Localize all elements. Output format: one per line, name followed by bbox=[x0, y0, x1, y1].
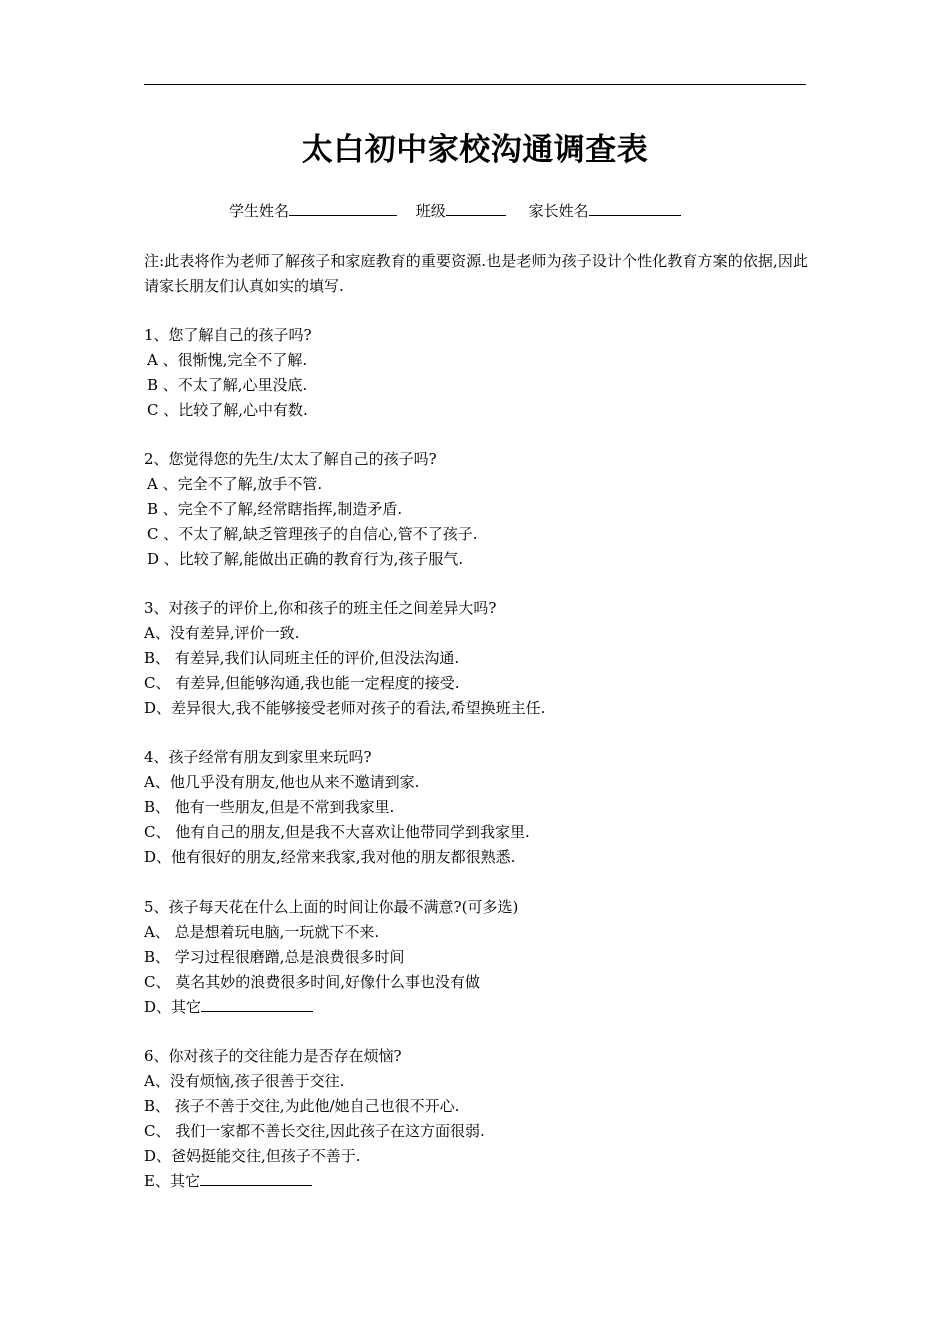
question-text: 3、对孩子的评价上,你和孩子的班主任之间差异大吗? bbox=[144, 599, 497, 617]
option-d-label: D、其它 bbox=[144, 998, 202, 1016]
class-blank[interactable] bbox=[446, 201, 506, 216]
option-b[interactable]: B、 他有一些朋友,但是不常到我家里. bbox=[144, 798, 395, 816]
other-blank[interactable] bbox=[201, 997, 313, 1012]
question-6 bbox=[144, 1044, 806, 1194]
other-blank[interactable] bbox=[200, 1171, 312, 1186]
student-name-label: 学生姓名 bbox=[229, 202, 290, 220]
option-a[interactable]: A 、完全不了解,放手不管. bbox=[147, 475, 323, 493]
info-line bbox=[229, 200, 681, 222]
option-a[interactable]: A、他几乎没有朋友,他也从来不邀请到家. bbox=[144, 773, 420, 791]
question-text: 4、孩子经常有朋友到家里来玩吗? bbox=[144, 748, 372, 766]
class-label: 班级 bbox=[415, 202, 446, 220]
option-c[interactable]: C、 有差异,但能够沟通,我也能一定程度的接受. bbox=[144, 674, 460, 692]
page-title: 太白初中家校沟通调查表 bbox=[301, 132, 649, 168]
header-rule bbox=[144, 84, 806, 85]
question-text: 5、孩子每天花在什么上面的时间让你最不满意?(可多选) bbox=[144, 898, 519, 916]
option-c[interactable]: C、 他有自己的朋友,但是我不大喜欢让他带同学到我家里. bbox=[144, 823, 530, 841]
question-text: 1、您了解自己的孩子吗? bbox=[144, 326, 312, 344]
question-text: 2、您觉得您的先生/太太了解自己的孩子吗? bbox=[144, 450, 437, 468]
question-5 bbox=[144, 895, 806, 1020]
option-d[interactable]: D、他有很好的朋友,经常来我家,我对他的朋友都很熟悉. bbox=[144, 848, 516, 866]
option-a[interactable]: A 、很惭愧,完全不了解. bbox=[147, 351, 308, 369]
option-a[interactable]: A、 总是想着玩电脑,一玩就下不来. bbox=[144, 923, 380, 941]
question-3 bbox=[144, 596, 806, 721]
option-b[interactable]: B 、完全不了解,经常瞎指挥,制造矛盾. bbox=[147, 500, 403, 518]
option-b[interactable]: B、 学习过程很磨蹭,总是浪费很多时间 bbox=[144, 948, 405, 966]
option-a[interactable]: A、没有差异,评价一致. bbox=[144, 624, 300, 642]
question-2 bbox=[144, 447, 806, 572]
option-b[interactable]: B、 有差异,我们认同班主任的评价,但没法沟通. bbox=[144, 649, 460, 667]
question-1 bbox=[144, 323, 806, 423]
option-c[interactable]: C、 莫名其妙的浪费很多时间,好像什么事也没有做 bbox=[144, 973, 481, 991]
option-c[interactable]: C 、不太了解,缺乏管理孩子的自信心,管不了孩子. bbox=[147, 525, 478, 543]
option-e-label: E、其它 bbox=[144, 1172, 200, 1190]
option-d[interactable]: D 、比较了解,能做出正确的教育行为,孩子服气. bbox=[147, 550, 464, 568]
question-text: 6、你对孩子的交往能力是否存在烦恼? bbox=[144, 1047, 402, 1065]
instruction-note: 注:此表将作为老师了解孩子和家庭教育的重要资源.也是老师为孩子设计个性化教育方案的依据,因此请家长朋友们认真如实的填写. bbox=[144, 252, 808, 295]
question-4 bbox=[144, 745, 806, 870]
option-d-other[interactable] bbox=[144, 995, 806, 1020]
student-name-blank[interactable] bbox=[289, 201, 397, 216]
option-d[interactable]: D、爸妈挺能交往,但孩子不善于. bbox=[144, 1147, 361, 1165]
option-a[interactable]: A、没有烦恼,孩子很善于交往. bbox=[144, 1072, 345, 1090]
parent-name-blank[interactable] bbox=[589, 201, 681, 216]
option-e-other[interactable] bbox=[144, 1169, 806, 1194]
option-b[interactable]: B 、不太了解,心里没底. bbox=[147, 376, 308, 394]
option-c[interactable]: C、 我们一家都不善长交往,因此孩子在这方面很弱. bbox=[144, 1122, 485, 1140]
parent-name-label: 家长姓名 bbox=[528, 202, 589, 220]
option-c[interactable]: C 、比较了解,心中有数. bbox=[147, 401, 308, 419]
option-b[interactable]: B、 孩子不善于交往,为此他/她自己也很不开心. bbox=[144, 1097, 460, 1115]
option-d[interactable]: D、差异很大,我不能够接受老师对孩子的看法,希望换班主任. bbox=[144, 699, 546, 717]
